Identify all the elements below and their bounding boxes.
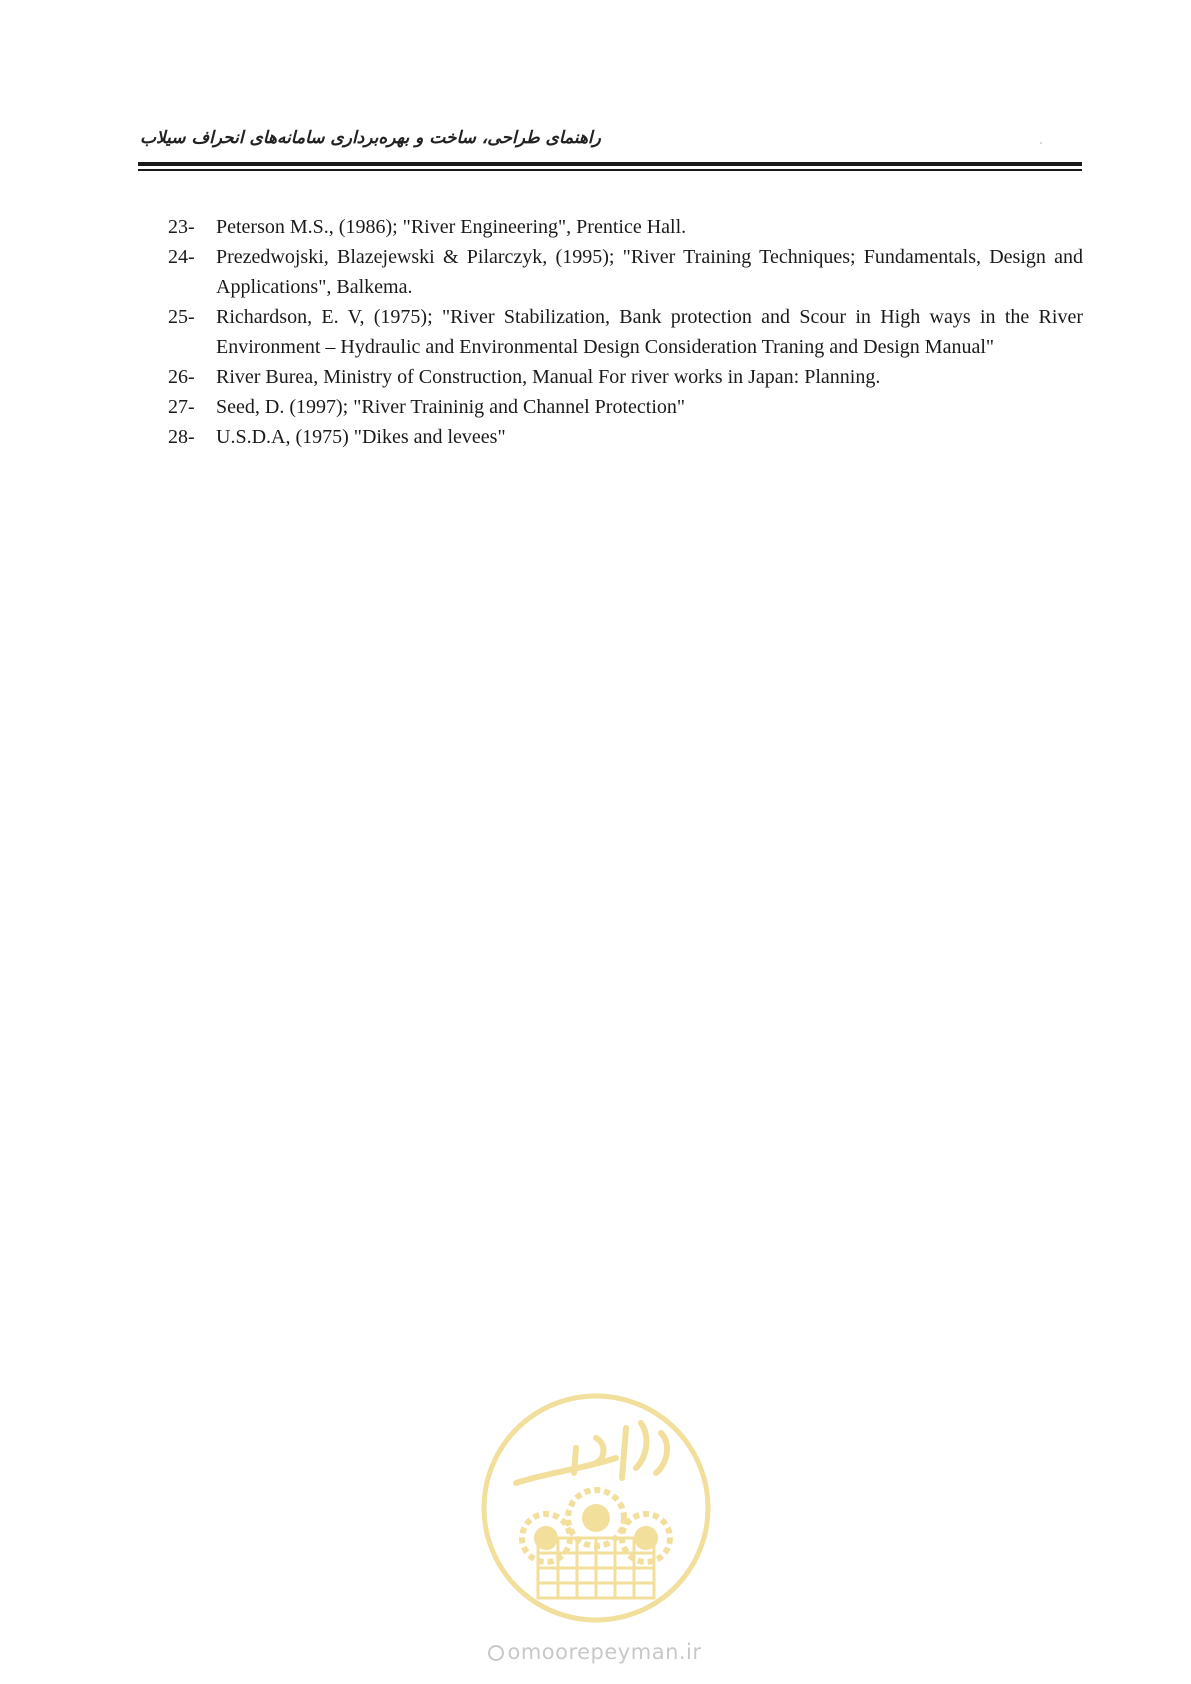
reference-item [168, 212, 1083, 242]
running-header-title: راهنمای طراحی، ساخت و بهره‌برداری سامانه‌های انحراف سیلاب [140, 128, 601, 148]
reference-text: River Burea, Ministry of Construction, Manual For river works in Japan: Planning. [216, 366, 881, 388]
reference-number: 26- [168, 366, 195, 388]
reference-text: Peterson M.S., (1986); "River Engineering", Prentice Hall. [216, 216, 687, 238]
reference-list [168, 212, 1083, 452]
reference-number: 25- [168, 306, 195, 328]
reference-number: 23- [168, 216, 195, 238]
reference-text: Richardson, E. V, (1975); "River Stabilization, Bank protection and Scour in High ways in the River Environment – Hydraulic and Environmental Design Consideration Traning and Design Manual" [216, 306, 1083, 358]
reference-text: Prezedwojski, Blazejewski & Pilarczyk, (1995); "River Training Techniques; Fundamentals, Design and Applications", Balkema. [216, 246, 1083, 298]
reference-text: Seed, D. (1997); "River Traininig and Channel Protection" [216, 396, 686, 418]
watermark-url-text: omoorepeyman.ir [507, 1640, 702, 1664]
header-rule-thin [138, 169, 1082, 171]
reference-item [168, 242, 1083, 302]
reference-number: 28- [168, 426, 195, 448]
header-rule-thick [138, 162, 1082, 166]
reference-number: 24- [168, 246, 195, 268]
globe-icon [488, 1645, 504, 1661]
omoorepeyman-seal-icon [476, 1388, 716, 1628]
watermark-url [470, 1640, 720, 1664]
reference-item [168, 392, 1083, 422]
reference-number: 27- [168, 396, 195, 418]
running-header [140, 128, 1080, 158]
header-dot [1040, 142, 1042, 144]
reference-item [168, 362, 1083, 392]
reference-item [168, 422, 1083, 452]
reference-item [168, 302, 1083, 362]
reference-text: U.S.D.A, (1975) "Dikes and levees" [216, 426, 506, 448]
svg-text:امور پیمان: امور پیمان [552, 1427, 640, 1451]
